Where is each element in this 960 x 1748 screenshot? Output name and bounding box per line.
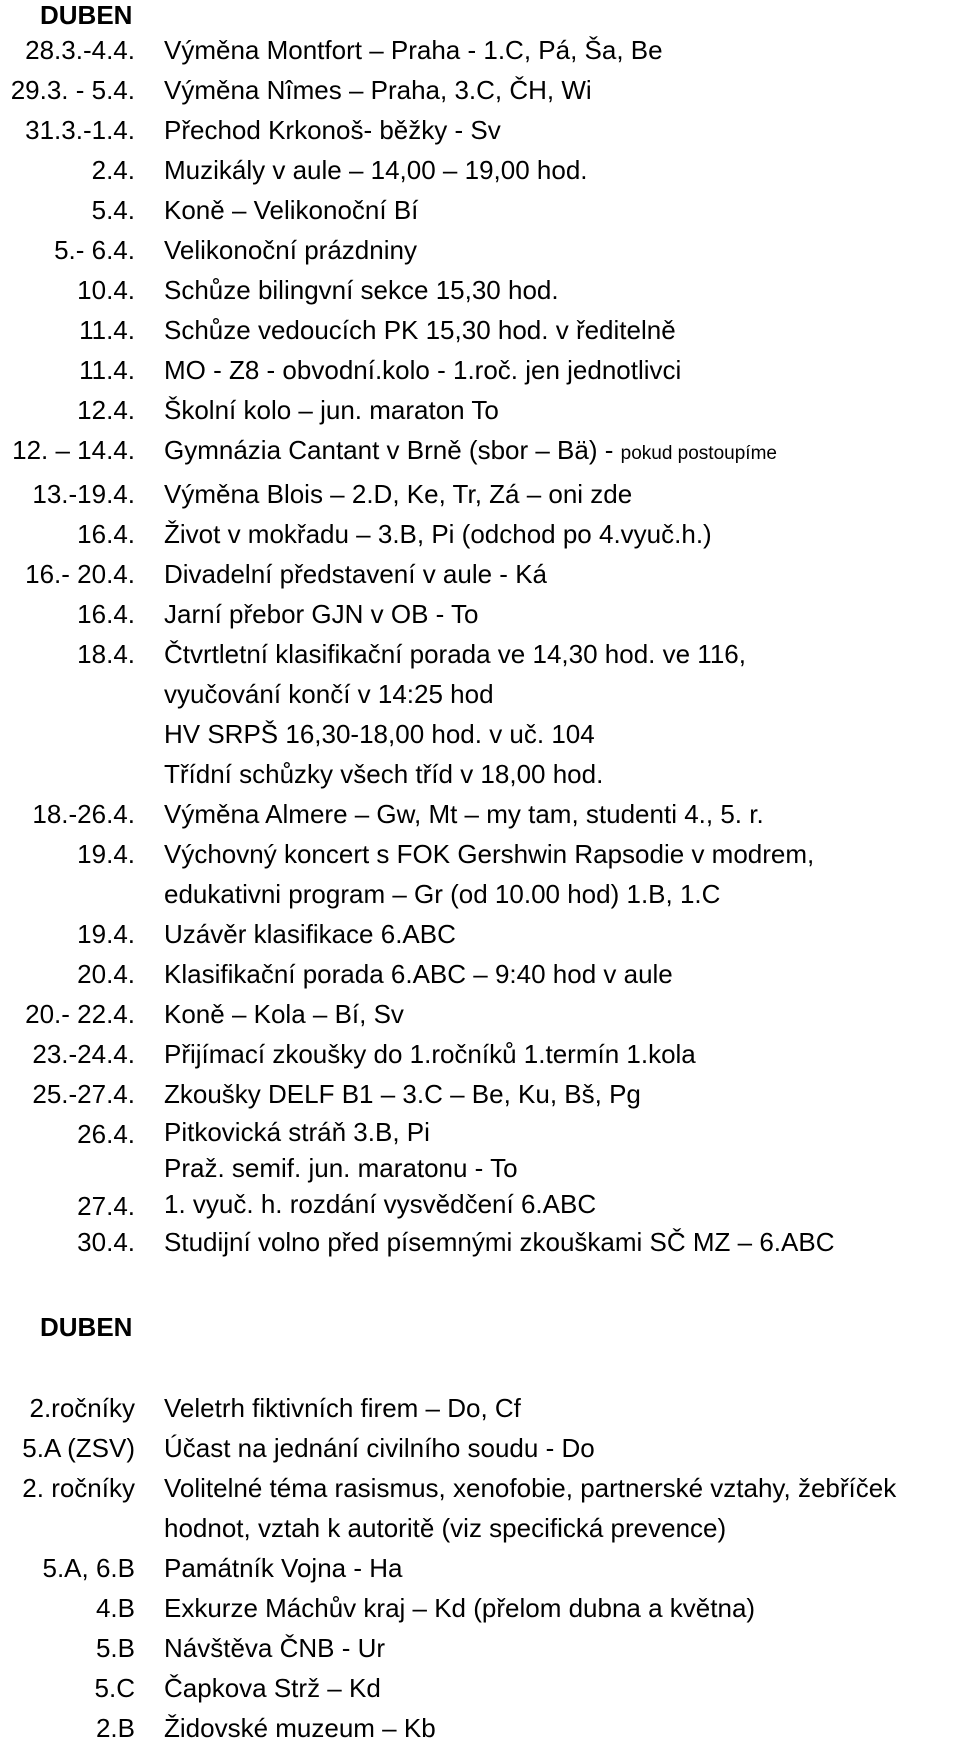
event-text: Čtvrtletní klasifikační porada ve 14,30 hod. ve 116, <box>164 639 746 669</box>
event-text: MO - Z8 - obvodní.kolo - 1.roč. jen jednotlivci <box>164 355 682 385</box>
event-date: 12. – 14.4. <box>12 435 135 465</box>
event-date: 5.A (ZSV) <box>22 1433 135 1463</box>
event-row <box>0 834 960 914</box>
event-row <box>0 1186 960 1222</box>
event-row <box>0 1468 960 1548</box>
event-text: Školní kolo – jun. maraton To <box>164 395 499 425</box>
event-row <box>0 634 960 794</box>
event-row <box>0 1222 960 1262</box>
event-row <box>0 310 960 350</box>
event-date: 16.4. <box>77 599 135 629</box>
event-row <box>0 1588 960 1628</box>
event-row <box>0 794 960 834</box>
event-text: HV SRPŠ 16,30-18,00 hod. v uč. 104 <box>164 719 595 749</box>
event-date: 2. ročníky <box>22 1473 135 1503</box>
event-row <box>0 1034 960 1074</box>
event-text: Velikonoční prázdniny <box>164 235 417 265</box>
event-row <box>0 30 960 70</box>
event-row <box>0 1388 960 1428</box>
event-date: 12.4. <box>77 395 135 425</box>
event-date: 31.3.-1.4. <box>25 115 135 145</box>
event-date: 20.- 22.4. <box>25 999 135 1029</box>
event-text: vyučování končí v 14:25 hod <box>164 679 494 709</box>
event-row <box>0 1708 960 1748</box>
event-text: Čapkova Strž – Kd <box>164 1673 381 1703</box>
event-date: 2.ročníky <box>29 1393 135 1423</box>
event-text: Výměna Almere – Gw, Mt – my tam, studenti 4., 5. r. <box>164 799 764 829</box>
event-date: 27.4. <box>77 1191 135 1221</box>
event-date: 26.4. <box>77 1119 135 1149</box>
event-row <box>0 70 960 110</box>
event-date: 30.4. <box>77 1227 135 1257</box>
event-date: 18.-26.4. <box>32 799 135 829</box>
event-row <box>0 594 960 634</box>
event-text: Židovské muzeum – Kb <box>164 1713 436 1743</box>
event-row <box>0 430 960 474</box>
event-row <box>0 1114 960 1186</box>
event-text: Exkurze Máchův kraj – Kd (přelom dubna a května) <box>164 1593 756 1623</box>
section-heading: DUBEN <box>40 0 133 30</box>
event-row <box>0 390 960 430</box>
event-text: Studijní volno před písemnými zkouškami SČ MZ – 6.ABC <box>164 1227 835 1257</box>
event-text: Gymnázia Cantant v Brně (sbor – Bä) - pokud postoupíme <box>164 435 777 465</box>
event-date: 5.4. <box>91 195 135 225</box>
event-date: 11.4. <box>79 315 135 345</box>
event-text: Zkoušky DELF B1 – 3.C – Be, Ku, Bš, Pg <box>164 1079 641 1109</box>
event-date: 19.4. <box>77 919 135 949</box>
event-text: edukativni program – Gr (od 10.00 hod) 1.B, 1.C <box>164 879 721 909</box>
event-row <box>0 914 960 954</box>
event-row <box>0 1668 960 1708</box>
event-row <box>0 954 960 994</box>
event-text: Život v mokřadu – 3.B, Pi (odchod po 4.vyuč.h.) <box>164 519 712 549</box>
event-text: Výměna Nîmes – Praha, 3.C, ČH, Wi <box>164 75 592 105</box>
event-row <box>0 1628 960 1668</box>
event-text: Praž. semif. jun. maratonu - To <box>164 1153 518 1183</box>
event-row <box>0 350 960 390</box>
event-text: Výměna Blois – 2.D, Ke, Tr, Zá – oni zde <box>164 479 633 509</box>
event-text: Přechod Krkonoš- běžky - Sv <box>164 115 501 145</box>
event-text: Přijímací zkoušky do 1.ročníků 1.termín 1.kola <box>164 1039 696 1069</box>
event-date: 20.4. <box>77 959 135 989</box>
event-row <box>0 230 960 270</box>
event-row <box>0 1428 960 1468</box>
event-text: Schůze vedoucích PK 15,30 hod. v ředitelně <box>164 315 676 345</box>
event-row <box>0 1548 960 1588</box>
event-date: 11.4. <box>79 355 135 385</box>
event-row <box>0 994 960 1034</box>
event-row <box>0 514 960 554</box>
event-date: 25.-27.4. <box>32 1079 135 1109</box>
event-date: 29.3. - 5.4. <box>10 75 135 105</box>
event-date: 10.4. <box>77 275 135 305</box>
event-text: Volitelné téma rasismus, xenofobie, partnerské vztahy, žebříček <box>164 1473 897 1503</box>
event-date: 23.-24.4. <box>32 1039 135 1069</box>
event-row <box>0 190 960 230</box>
event-text: Veletrh fiktivních firem – Do, Cf <box>164 1393 521 1423</box>
event-date: 5.B <box>95 1633 135 1663</box>
event-text: Účast na jednání civilního soudu - Do <box>164 1433 595 1463</box>
event-date: 5.A, 6.B <box>42 1553 135 1583</box>
event-date: 2.B <box>95 1713 135 1743</box>
event-text: 1. vyuč. h. rozdání vysvědčení 6.ABC <box>164 1189 597 1219</box>
event-text: Uzávěr klasifikace 6.ABC <box>164 919 456 949</box>
event-row <box>0 270 960 310</box>
event-text: Jarní přebor GJN v OB - To <box>164 599 479 629</box>
event-list-1 <box>0 30 960 1262</box>
event-date: 4.B <box>95 1593 135 1623</box>
event-text: hodnot, vztah k autoritě (viz specifická prevence) <box>164 1513 727 1543</box>
event-text: Klasifikační porada 6.ABC – 9:40 hod v aule <box>164 959 673 989</box>
event-text: Koně – Kola – Bí, Sv <box>164 999 404 1029</box>
event-date: 16.4. <box>77 519 135 549</box>
event-text: Návštěva ČNB - Ur <box>164 1633 386 1663</box>
event-date: 19.4. <box>77 839 135 869</box>
event-text: Pitkovická stráň 3.B, Pi <box>164 1117 430 1147</box>
event-text: Schůze bilingvní sekce 15,30 hod. <box>164 275 559 305</box>
event-row <box>0 110 960 150</box>
event-list-2 <box>0 1388 960 1748</box>
event-date: 18.4. <box>77 639 135 669</box>
event-note: pokud postoupíme <box>620 443 777 464</box>
event-text: Muzikály v aule – 14,00 – 19,00 hod. <box>164 155 588 185</box>
event-row <box>0 474 960 514</box>
event-date: 28.3.-4.4. <box>25 35 135 65</box>
event-date: 5.C <box>94 1673 135 1703</box>
event-row <box>0 554 960 594</box>
event-date: 5.- 6.4. <box>54 235 135 265</box>
section-heading: DUBEN <box>40 1312 133 1342</box>
event-text: Koně – Velikonoční Bí <box>164 195 419 225</box>
event-row <box>0 150 960 190</box>
event-text: Výchovný koncert s FOK Gershwin Rapsodie v modrem, <box>164 839 815 869</box>
event-date: 2.4. <box>91 155 135 185</box>
event-row <box>0 1074 960 1114</box>
event-date: 13.-19.4. <box>32 479 135 509</box>
event-text: Třídní schůzky všech tříd v 18,00 hod. <box>164 759 604 789</box>
event-text: Divadelní představení v aule - Ká <box>164 559 547 589</box>
event-text: Památník Vojna - Ha <box>164 1553 403 1583</box>
event-text: Výměna Montfort – Praha - 1.C, Pá, Ša, Be <box>164 35 663 65</box>
event-date: 16.- 20.4. <box>25 559 135 589</box>
